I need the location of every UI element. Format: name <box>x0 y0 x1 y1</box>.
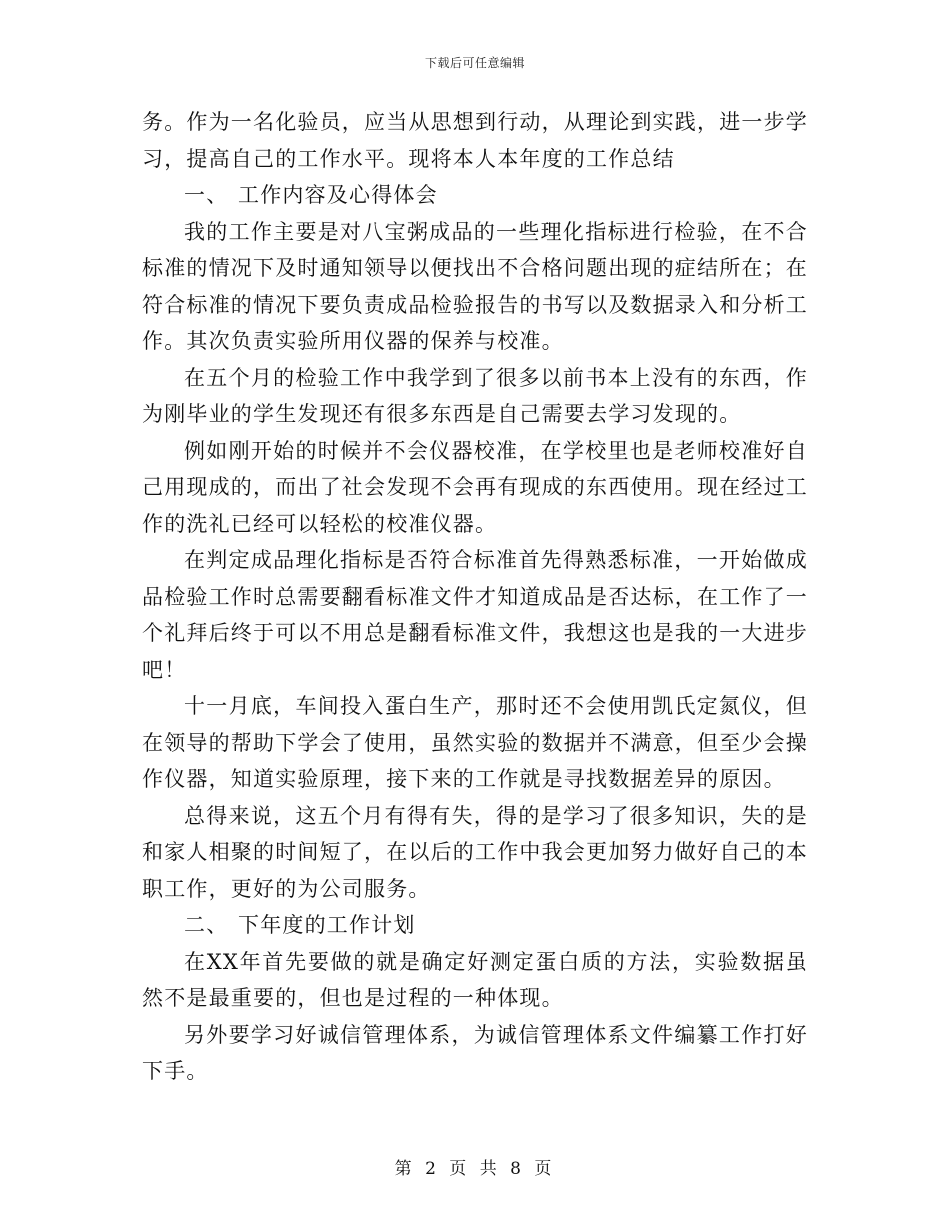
paragraph: 例如刚开始的时候并不会仪器校准，在学校里也是老师校准好自己用现成的，而出了社会发现不会再有现成的东西使用。现在经过工作的洗礼已经可以轻松的校准仪器。 <box>142 438 808 536</box>
paragraph: 十一月底，车间投入蛋白生产，那时还不会使用凯氏定氮仪，但在领导的帮助下学会了使用，虽然实验的数据并不满意，但至少会操作仪器，知道实验原理，接下来的工作就是寻找数据差异的原因。 <box>142 694 808 791</box>
paragraph: 在判定成品理化指标是否符合标准首先得熟悉标准，一开始做成品检验工作时总需要翻看标准文件才知道成品是否达标，在工作了一个礼拜后终于可以不用总是翻看标准文件，我想这也是我的一大进步吧！ <box>142 548 808 682</box>
paragraph: 在XX年首先要做的就是确定好测定蛋白质的方法，实验数据虽然不是最重要的，但也是过程的一种体现。 <box>142 949 808 1010</box>
paragraph: 另外要学习好诚信管理体系，为诚信管理体系文件编纂工作打好下手。 <box>142 1022 808 1083</box>
paragraph: 我的工作主要是对八宝粥成品的一些理化指标进行检验，在不合标准的情况下及时通知领导以便找出不合格问题出现的症结所在；在符合标准的情况下要负责成品检验报告的书写以及数据录入和分析工作。其次负责实验所用仪器的保养与校准。 <box>142 219 808 353</box>
section-title: 下年度的工作计划 <box>238 913 416 937</box>
section-heading-1 <box>142 177 808 214</box>
page-header: 下载后可任意编辑 <box>424 56 525 70</box>
section-title: 工作内容及心得体会 <box>238 183 438 207</box>
paragraph: 务。作为一名化验员，应当从思想到行动，从理论到实践，进一步学习，提高自己的工作水平。现将本人本年度的工作总结 <box>142 110 808 171</box>
page-footer: 第 2 页 共 8 页 <box>394 1159 556 1179</box>
paragraph: 总得来说，这五个月有得有失，得的是学习了很多知识，失的是和家人相聚的时间短了，在以后的工作中我会更加努力做好自己的本职工作，更好的为公司服务。 <box>142 803 808 901</box>
section-number: 一、 <box>184 183 229 207</box>
section-heading-2 <box>142 907 808 944</box>
document-body <box>142 104 808 1090</box>
paragraph: 在五个月的检验工作中我学到了很多以前书本上没有的东西，作为刚毕业的学生发现还有很多东西是自己需要去学习发现的。 <box>142 365 808 426</box>
section-number: 二、 <box>184 913 229 937</box>
